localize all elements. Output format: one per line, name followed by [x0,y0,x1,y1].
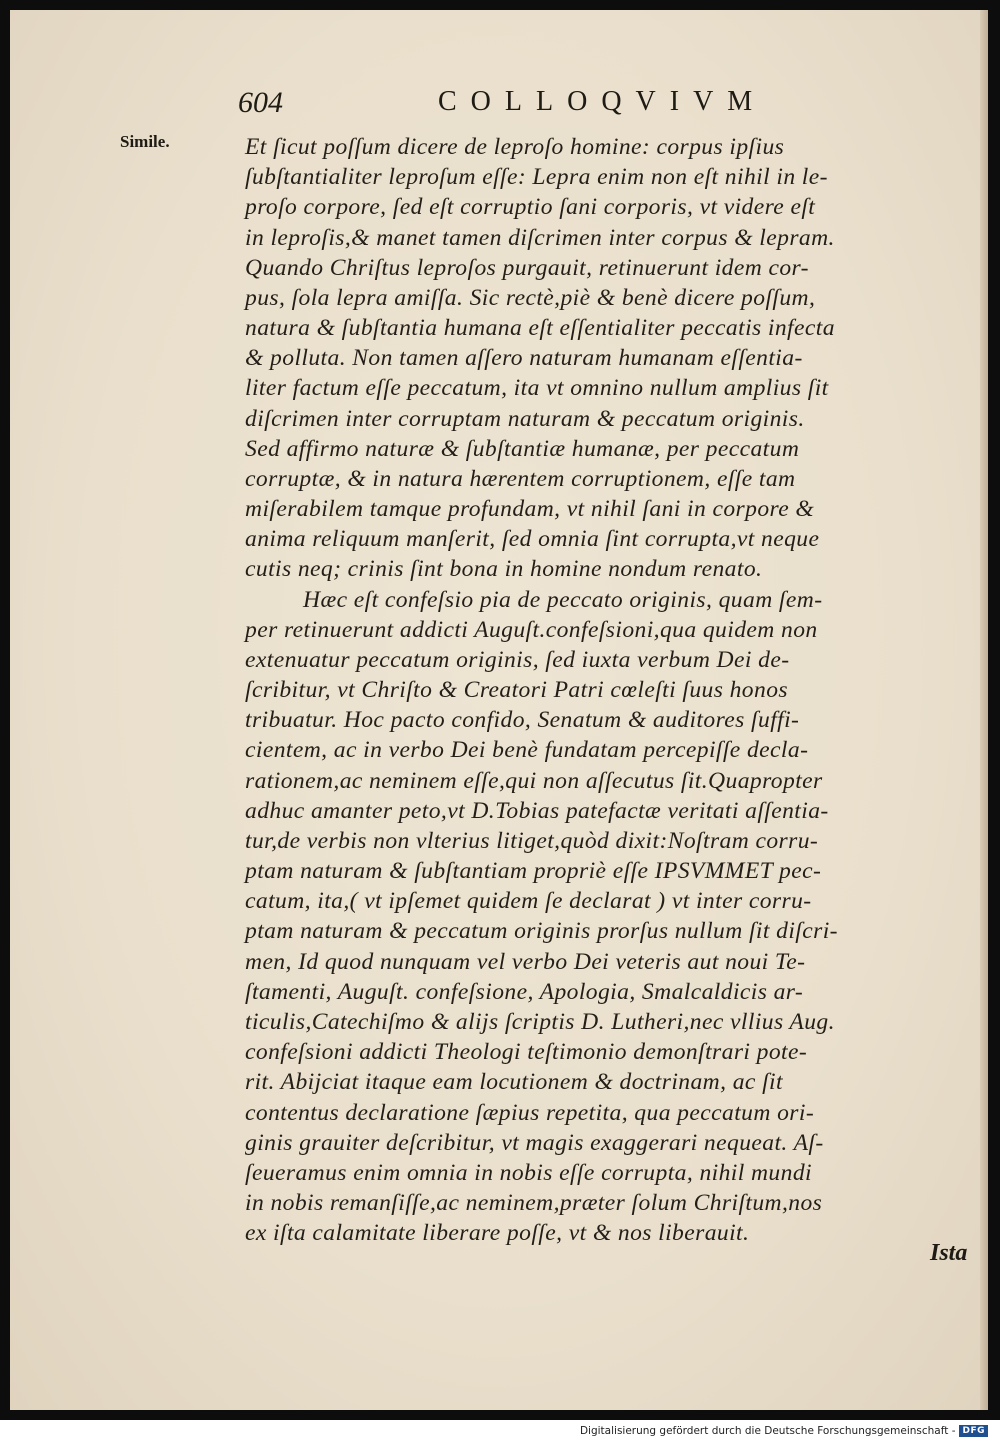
text-line: ſtamenti, Auguſt. confeſsione, Apologia, Smalcaldicis ar- [245,978,804,1005]
text-line: extenuatur peccatum originis, ſed iuxta verbum Dei de- [245,646,790,673]
text-line: contentus declaratione ſæpius repetita, qua peccatum ori- [245,1099,815,1126]
text-line: per retinuerunt addicti Auguſt.confeſsioni,qua quidem non [245,616,818,643]
funding-note: Digitalisierung gefördert durch die Deutsche Forschungsgemeinschaft - [579,1425,956,1437]
text-line: confeſsioni addicti Theologi teſtimonio demonſtrari pote- [245,1039,808,1066]
text-line: tur,de verbis non vlterius litiget,quòd dixit:Noſtram corru- [245,827,819,854]
text-line: in leproſis,& manet tamen diſcrimen inter corpus & lepram. [245,224,835,251]
text-line: proſo corpore, ſed eſt corruptio ſani corporis, vt videre eſt [245,194,816,221]
text-line: rationem,ac neminem eſſe,qui non aſſecutus ſit.Quapropter [245,767,823,794]
page-heading: COLLOQVIVM [438,86,767,117]
text-line: adhuc amanter peto,vt D.Tobias patefactæ veritati aſſentia- [245,797,829,824]
text-line: tribuatur. Hoc pacto confido, Senatum & auditores ſuffi- [245,707,800,734]
text-line: ſcribitur, vt Chriſto & Creatori Patri cœleſti ſuus honos [245,677,788,704]
text-line: ſubſtantialiter leproſum eſſe: Lepra enim non eſt nihil in le- [245,164,828,191]
text-line: Et ſicut poſſum dicere de leproſo homine: corpus ipſius [245,134,785,160]
text-line: cutis neq; crinis ſint bona in homine nondum renato. [245,556,763,583]
text-line: men, Id quod nunquam vel verbo Dei veteris aut noui Te- [245,948,806,975]
text-line: ticulis,Catechiſmo & alijs ſcriptis D. Lutheri,nec vllius Aug. [245,1008,835,1035]
paragraph-start-line: Hæc eſt confeſsio pia de peccato originis, quam ſem- [303,586,823,613]
text-line: miſerabilem tamque profundam, vt nihil ſani in corpore & [245,496,815,523]
text-line: pus, ſola lepra amiſſa. Sic rectè,piè & benè dicere poſſum, [245,284,816,311]
text-line: Sed affirmo naturæ & ſubſtantiæ humanæ, per peccatum [245,435,800,462]
text-line: cientem, ac in verbo Dei benè fundatam percepiſſe decla- [245,737,809,764]
page-edge [980,10,988,1410]
marginal-note: Simile. [120,132,170,151]
text-line: ex iſta calamitate liberare poſſe, vt & nos liberauit. [245,1220,750,1247]
book-page [10,10,988,1410]
text-line: & polluta. Non tamen aſſero naturam humanam eſſentia- [245,345,803,372]
text-line: in nobis remanſiſſe,ac neminem,præter ſolum Chriſtum,nos [245,1190,823,1217]
dfg-logo-icon[interactable]: DFG [959,1425,988,1437]
text-line: liter factum eſſe peccatum, ita vt omnino nullum amplius ſit [245,375,829,402]
text-line: catum, ita,( vt ipſemet quidem ſe declarat ) vt inter corru- [245,888,812,915]
text-line: natura & ſubſtantia humana eſt eſſentialiter peccatis infecta [245,315,835,342]
text-line: anima reliquum manſerit, ſed omnia ſint corrupta,vt neque [245,526,820,553]
page-number: 604 [238,86,283,119]
running-head [238,82,798,126]
text-line: ptam naturam & peccatum originis prorſus nullum ſit diſcri- [245,918,838,945]
text-line: ginis grauiter deſcribitur, vt magis exaggerari nequeat. Aſ- [245,1129,824,1156]
text-line: diſcrimen inter corruptam naturam & peccatum originis. [245,405,805,432]
text-line: ptam naturam & ſubſtantiam propriè eſſe IPSVMMET pec- [245,858,822,885]
text-line: ſeueramus enim omnia in nobis eſſe corrupta, nihil mundi [245,1159,812,1186]
text-line: Quando Chriſtus leproſos purgauit, retinuerunt idem cor- [245,254,809,281]
text-line: rit. Abijciat itaque eam locutionem & doctrinam, ac ſit [245,1069,783,1096]
text-line: corruptæ, & in natura hærentem corruptionem, eſſe tam [245,465,796,492]
body-text [245,132,980,1248]
catchword: Ista [930,1240,968,1266]
digitization-footer [580,1423,988,1439]
